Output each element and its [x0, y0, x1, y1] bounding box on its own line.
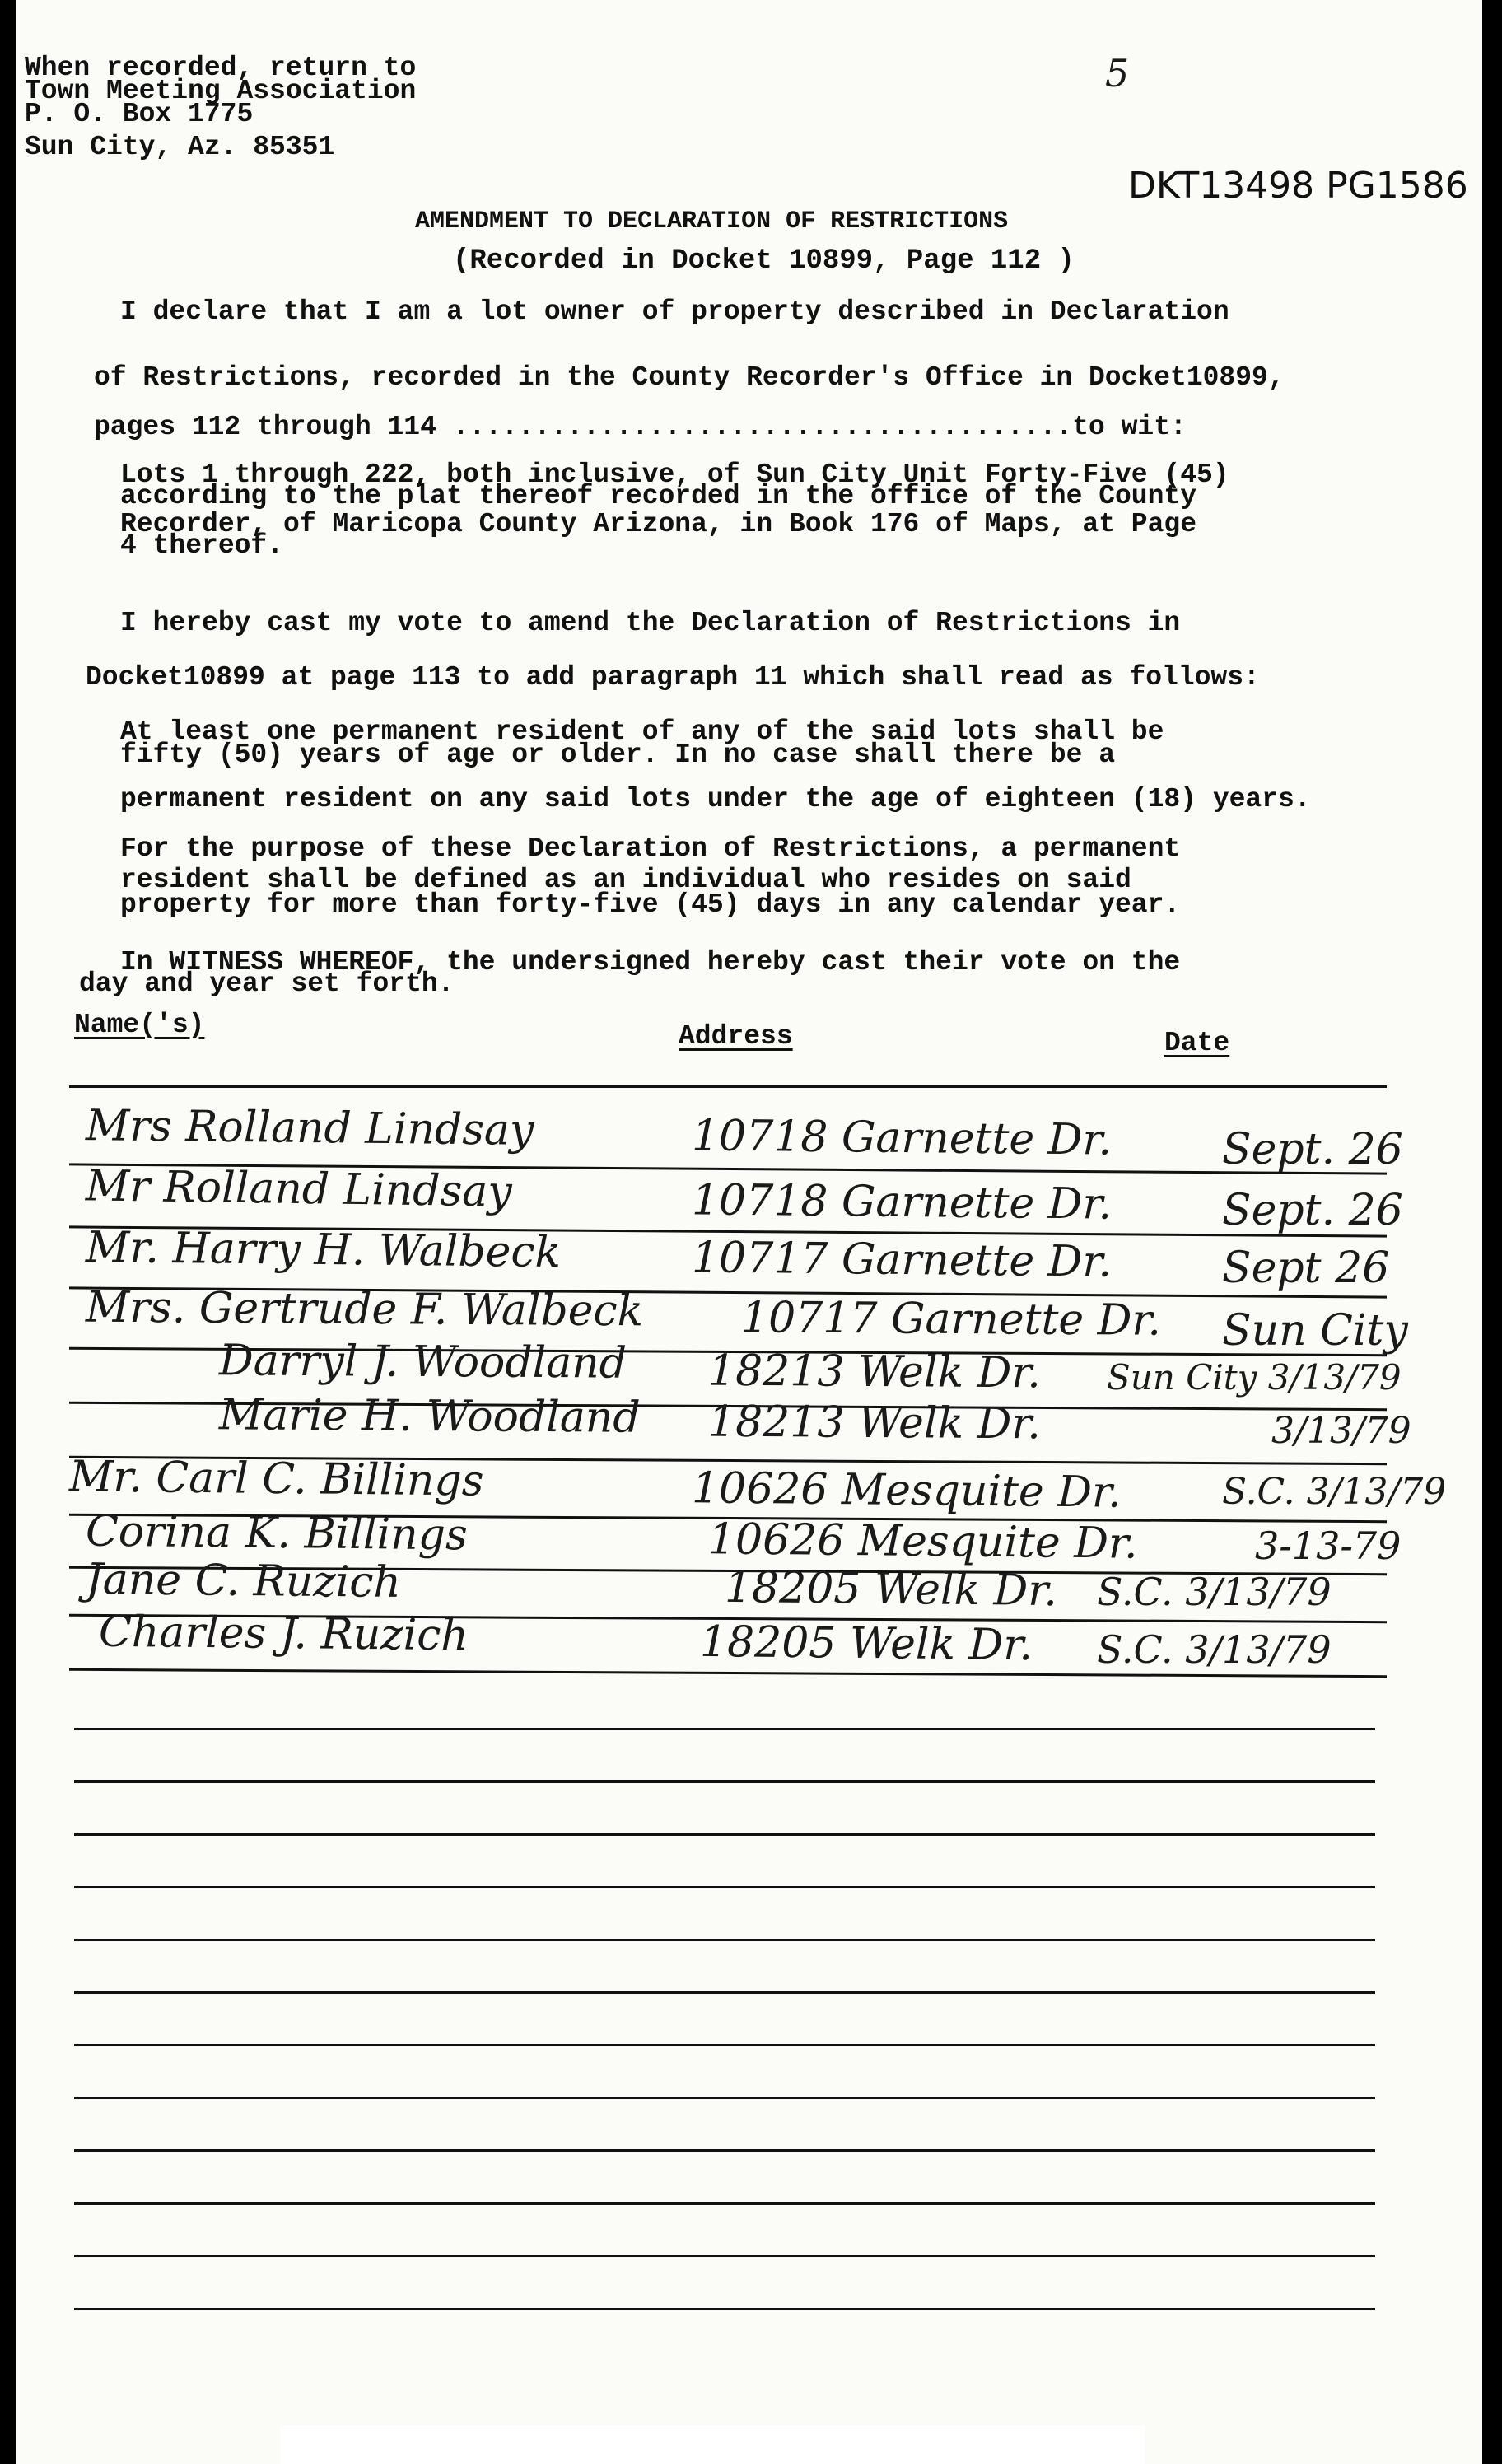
signature-address: 10718 Garnette Dr. [691, 1111, 1113, 1165]
return-address-line-2: Town Meeting Association [25, 76, 417, 106]
signature-date: 3/13/79 [1271, 1410, 1411, 1452]
document-title: AMENDMENT TO DECLARATION OF RESTRICTIONS [415, 208, 1009, 236]
blank-signature-line [74, 2044, 1375, 2046]
declaration-line-2: of Restrictions, recorded in the County Recorder's Office in Docket10899, [94, 362, 1285, 393]
blank-signature-line [74, 1780, 1375, 1783]
return-address-line-1: When recorded, return to [25, 53, 417, 83]
property-description-line-4: 4 thereof. [120, 530, 284, 561]
signature-name: Darryl J. Woodland [218, 1336, 627, 1388]
signature-address: 18213 Welk Dr. [707, 1346, 1042, 1398]
signature-date: S.C. 3/13/79 [1097, 1627, 1332, 1672]
signature-name: Mr. Harry H. Walbeck [85, 1222, 562, 1278]
signature-date: Sept. 26 [1222, 1186, 1403, 1235]
signature-date: S.C. 3/13/79 [1097, 1570, 1332, 1614]
docket-stamp: DKT13498 PG1586 [1128, 165, 1468, 207]
blank-signature-line [74, 2255, 1375, 2257]
return-address-line-4: Sun City, Az. 85351 [25, 132, 335, 162]
blank-signature-line [74, 2149, 1375, 2152]
witness-line-1: In WITNESS WHEREOF, the undersigned hereby cast their vote on the [120, 947, 1181, 978]
signature-name: Mr. Carl C. Billings [68, 1452, 484, 1506]
signature-address: 10626 Mesquite Dr. [707, 1514, 1138, 1569]
blank-signature-line [74, 1728, 1375, 1730]
scan-edge-strip [280, 2425, 1145, 2464]
blank-signature-line [74, 2202, 1375, 2205]
signature-date: Sun City [1222, 1306, 1408, 1356]
column-header-address: Address [679, 1021, 793, 1052]
signature-name: Mr Rolland Lindsay [85, 1161, 513, 1217]
signature-address: 10717 Garnette Dr. [740, 1293, 1162, 1346]
signature-name: Charles J. Ruzich [98, 1607, 469, 1661]
property-description-line-3: Recorder, of Maricopa County Arizona, in Book 176 of Maps, at Page [120, 509, 1197, 539]
signature-address: 18205 Welk Dr. [699, 1617, 1033, 1671]
signature-address: 18205 Welk Dr. [724, 1562, 1058, 1617]
page-number-mark: 5 [1105, 51, 1130, 96]
blank-signature-line [74, 1991, 1375, 1994]
definition-line-2: resident shall be defined as an individual who resides on said [120, 865, 1131, 895]
signature-name: Jane C. Ruzich [85, 1554, 402, 1608]
property-description-line-1: Lots 1 through 222, both inclusive, of Sun City Unit Forty-Five (45) [120, 460, 1229, 490]
definition-line-3: property for more than forty-five (45) days in any calendar year. [120, 889, 1181, 920]
blank-signature-line [74, 1886, 1375, 1888]
declaration-line-3: pages 112 through 114 ......................................to wit: [94, 412, 1187, 442]
witness-line-2: day and year set forth. [79, 968, 455, 999]
column-header-name: Name('s) [74, 1010, 205, 1040]
vote-line-2: Docket10899 at page 113 to add paragraph 11 which shall read as follows: [86, 662, 1260, 693]
declaration-line-1: I declare that I am a lot owner of property described in Declaration [120, 296, 1229, 327]
blank-signature-line [74, 2097, 1375, 2099]
signature-line [69, 1085, 1387, 1088]
signature-address: 10626 Mesquite Dr. [691, 1463, 1122, 1518]
signature-address: 18213 Welk Dr. [707, 1397, 1042, 1449]
signature-address: 10717 Garnette Dr. [691, 1233, 1113, 1287]
signature-name: Mrs. Gertrude F. Walbeck [85, 1282, 644, 1337]
blank-signature-line [74, 1939, 1375, 1941]
paragraph-11-line-2: fifty (50) years of age or older. In no case shall there be a [120, 740, 1115, 770]
signature-date: S.C. 3/13/79 [1222, 1471, 1447, 1513]
signature-name: Corina K. Billings [85, 1506, 469, 1561]
return-address-line-3: P. O. Box 1775 [25, 99, 254, 129]
blank-signature-line [74, 1833, 1375, 1836]
signature-name: Mrs Rolland Lindsay [85, 1101, 534, 1155]
column-header-date: Date [1164, 1028, 1230, 1058]
signature-name: Marie H. Woodland [218, 1390, 641, 1443]
signature-date: Sun City 3/13/79 [1107, 1357, 1402, 1398]
signature-date: 3-13-79 [1255, 1524, 1402, 1568]
signature-date: Sept. 26 [1222, 1125, 1403, 1174]
property-description-line-2: according to the plat thereof recorded in the office of the County [120, 481, 1197, 511]
document-subtitle: (Recorded in Docket 10899, Page 112 ) [453, 245, 1075, 277]
signature-address: 10718 Garnette Dr. [691, 1175, 1113, 1230]
paragraph-11-line-1: At least one permanent resident of any of the said lots shall be [120, 716, 1164, 747]
vote-line-1: I hereby cast my vote to amend the Declaration of Restrictions in [120, 608, 1181, 638]
signature-date: Sept 26 [1222, 1244, 1390, 1293]
document-page [16, 0, 1482, 2464]
paragraph-11-line-3: permanent resident on any said lots under the age of eighteen (18) years. [120, 784, 1311, 814]
definition-line-1: For the purpose of these Declaration of Restrictions, a permanent [120, 833, 1181, 864]
blank-signature-line [74, 2308, 1375, 2310]
